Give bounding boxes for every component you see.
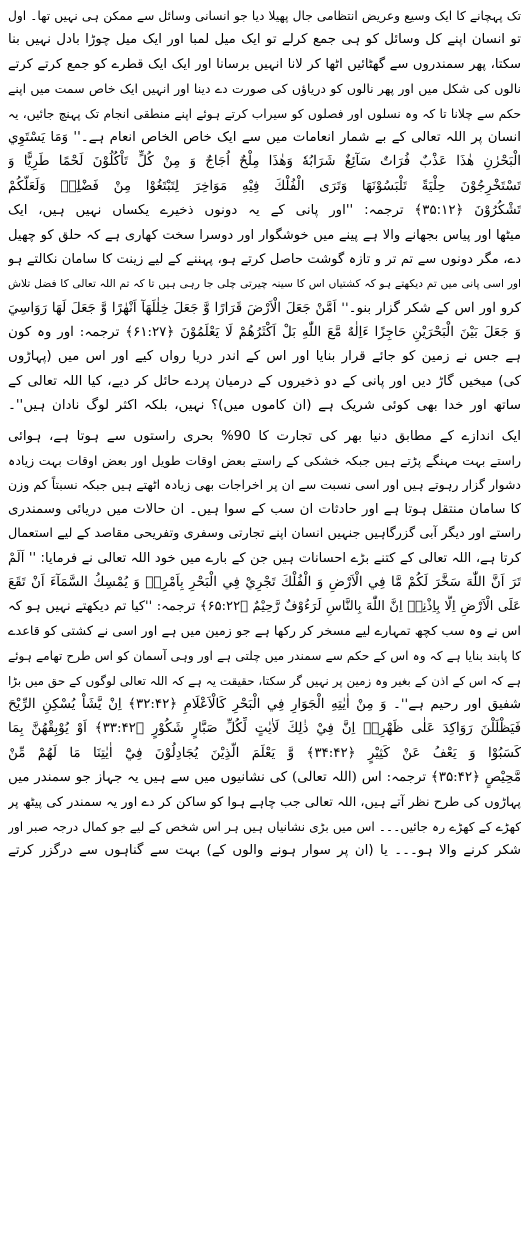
text-line: حکم سے چلانا تا کہ وہ نسلوں اور فصلوں کو سیراب کرتے ہوئے اپنے منطقی انجام تک پہنچ جائیں، یہ: [8, 106, 521, 121]
text-line: پہاڑوں کی طرح نظر آتے ہیں، اللہ تعالی جب چاہے ہوا کو ساکن کر دے اور یہ سمندر کی پیٹھ پر: [8, 794, 521, 810]
quran-verse-line: تَرَ اَنَّ اللّٰهَ سَخَّرَ لَكُمْ مَّا فِي الْاَرْضِ وَ الْفُلْكَ تَجْرِيْ فِي الْبَحْرِ بِاَمْرِهٖ وَ يُمْسِكُ السَّمَآءَ اَنْ تَقَعَ: [8, 574, 521, 590]
text-line: اور اسی پانی میں تم دیکھتے ہو کہ کشتیاں اس کا سینہ چیرتی چلی جا رہی ہیں تا کہ تم اللہ تعالی کا فضل تلاش: [8, 277, 521, 291]
text-line: سکتا، پھر سمندروں سے گھٹائیں اٹھا کر لانا انہیں برسانا اور ایک ایک قطرے کو جمع کرتے کرتے: [8, 56, 521, 72]
text-line: ہے کہ اس کے اذن کے بغیر وہ زمین پر نہیں گر سکتا، حقیقت یہ ہے کہ اللہ تعالی لوگوں کے حق میں بڑا: [8, 673, 521, 688]
text-line: تو انسان اپنے کل وسائل کو ہی جمع کرلے تو ایک میل لمبا اور ایک میل چوڑا بادل نہیں بنا: [8, 32, 521, 48]
text-line: کھڑے کے کھڑے رہ جائیں۔۔۔ اس میں بڑی نشانیاں ہیں ہر اس شخص کے لیے جو کمال درجہ صبر اور: [8, 819, 521, 834]
text-line: اس نے وہ سب کچھ تمہارے لیے مسخر کر رکھا ہے جو زمین میں ہے اور اسی نے کشتی کو قاعدے: [8, 623, 521, 639]
quran-verse-line: كَسَبُوْا وَ يَعْفُ عَنْ كَثِيْرٍ ﴿۳۴:۴۲﴾ وَّ يَعْلَمَ الَّذِيْنَ يُجَادِلُوْنَ فِيْٓ اٰيٰتِنَا مَا لَهُمْ مِّنْ: [8, 745, 521, 761]
text-line: ایک اندازے کے مطابق دنیا بھر کی تجارت کا 90% بحری راستوں سے ہوتا ہے، ہوائی: [8, 428, 521, 444]
text-line: میٹھا اور پیاس بجھانے والا ہے پینے میں خوشگوار اور دوسرا سخت کھاری ہے کہ حلق کو چھیل: [8, 227, 521, 243]
text-line: کرتا ہے، اللہ تعالی کے کتنے بڑے احسانات ہیں جن کے بارے میں خود اللہ تعالی نے فرمایا: '' اَلَمْ: [8, 550, 521, 566]
text-line: انسان پر اللہ تعالی کے بے شمار انعامات میں سے ایک خاص الخاص انعام ہے۔'' وَمَا يَسْتَوِي: [8, 129, 521, 145]
paragraph-1: [8, 4, 521, 419]
text-line: نالوں کی شکل میں اور پھر نالوں کو دریاؤں کی صورت دے دینا اور انہیں ایک خاص سمت میں اپنے: [8, 81, 521, 97]
text-line: دے، مگر دونوں سے تم تر و تازہ گوشت حاصل کرتے ہو، پہننے کے لیے زینت کا سامان نکالتے ہو: [8, 251, 521, 267]
quran-verse-line: کرو اور اس کے شکر گزار بنو۔'' اَمَّنْ جَعَلَ الْاَرْضَ قَرَارًا وَّ جَعَلَ خِلٰلَهَآ اَنْهٰرًا وَّ جَعَلَ لَهَا رَوَاسِيَ: [8, 300, 521, 316]
text-line: کا پابند بنایا ہے کہ وہ اس کے حکم سے سمندر میں چلتی ہے اور وہی آسمان کو اس طرح تھامے ہوئے: [8, 649, 521, 664]
quran-verse-line: فَيَظْلَلْنَ رَوَاكِدَ عَلٰى ظَهْرِهٖ اِنَّ فِيْ ذٰلِكَ لَاٰيٰتٍ لِّكُلِّ صَبَّارٍ شَكُوْرٍ ﴿۳۳:۴۲﴾ اَوْ يُوْبِقْهُنَّ بِمَا: [8, 721, 521, 737]
text-line: ساتھ اور خدا بھی کوئی شریک ہے (ان کاموں میں)؟ نہیں، بلکہ اکثر لوگ نادان ہیں''۔: [8, 398, 521, 414]
text-line: راستے اور دیگر آبی گزرگاہیں جنہیں انسان اپنے تجارتی وسفری وتفریحی مقاصد کے لیے استعمال: [8, 526, 521, 542]
text-line: دشوار گزار رہوتے ہیں اور اسی نسبت سے ان پر اخراجات بھی زیادہ اٹھتے ہیں جبکہ نسبتاً کم وزن: [8, 477, 521, 493]
text-line: تَشْكُرُوْنَ ﴿۳۵:۱۲﴾ ترجمہ: ''اور پانی کے یہ دونوں ذخیرے یکساں نہیں ہیں، ایک: [8, 203, 521, 219]
quran-verse-line: عَلَى الْاَرْضِ اِلَّا بِاِذْنِهٖ اِنَّ اللّٰهَ بِالنَّاسِ لَرَءُوْفٌ رَّحِيْمٌ ﴿۶۵:۲۲﴾ ترجمہ: ''کیا تم دیکھتے نہیں ہو کہ: [8, 599, 521, 615]
quran-verse-line: تَسْتَخْرِجُوْنَ حِلْيَةً تَلْبَسُوْنَهَا وَتَرَى الْفُلْكَ فِيْهِ مَوَاخِرَ لِتَبْتَغُوْا مِنْ فَضْلِهٖ وَلَعَلَّكُمْ: [8, 178, 521, 194]
text-line: راستے بہت مہنگے پڑتے ہیں جبکہ خشکی کے راستے بعض اوقات طویل اور بعض اوقات بہت زیادہ: [8, 453, 521, 469]
quran-verse-line: وَ جَعَلَ بَيْنَ الْبَحْرَيْنِ حَاجِزًا ءَاِلٰهٌ مَّعَ اللّٰهِ بَلْ اَكْثَرُهُمْ لَا يَعْلَمُوْنَ ﴿۶۱:۲۷﴾ ترجمہ: اور وہ کون: [8, 325, 521, 341]
text-line: شکر کرنے والا ہو۔۔۔ یا (ان پر سوار ہونے والوں کے) بہت سے گناہوں سے درگزر کرتے: [8, 843, 521, 859]
quran-verse-line: الْبَحْرٰنِ هٰذَا عَذْبٌ فُرَاتٌ سَآئِغٌ شَرَابُهٗ وَهٰذَا مِلْحٌ اُجَاجٌ وَ مِنْ كُلٍّ تَاْكُلُوْنَ لَحْمًا طَرِيًّا وَ: [8, 154, 521, 170]
quran-verse-line: شفیق اور رحیم ہے''۔ وَ مِنْ اٰيٰتِهِ الْجَوَارِ فِي الْبَحْرِ كَالْاَعْلَامِ ﴿۳۲:۴۲﴾ اِنْ يَّشَاْ يُسْكِنِ الرِّيْحَ: [8, 696, 521, 712]
text-line: کی) میخیں گاڑ دیں اور پانی کے دو ذخیروں کے درمیان پردے حائل کر دیے، کیا اللہ تعالی کے: [8, 373, 521, 389]
text-line: کا سامان منتقل ہوتا ہے اور حادثات ان سب کے سوا ہیں۔ ان حالات میں دریائی وسمندری: [8, 501, 521, 517]
quran-verse-line: مَّحِيْصٍ ﴿۳۵:۴۲﴾ ترجمہ: اس (اللہ تعالی) کی نشانیوں میں سے ہیں یہ جہاز جو سمندر میں: [8, 770, 521, 786]
text-line: ہے جس نے زمین کو جائے قرار بنایا اور اس کے اندر دریا رواں کیے اور اس میں (پہاڑوں: [8, 349, 521, 365]
paragraph-2: [8, 425, 521, 864]
text-line: تک پہچانے کا ایک وسیع وعریض انتظامی جال پھیلا دیا جو انسانی وسائل سے ممکن ہی نہیں تھا۔ اول: [8, 9, 521, 23]
